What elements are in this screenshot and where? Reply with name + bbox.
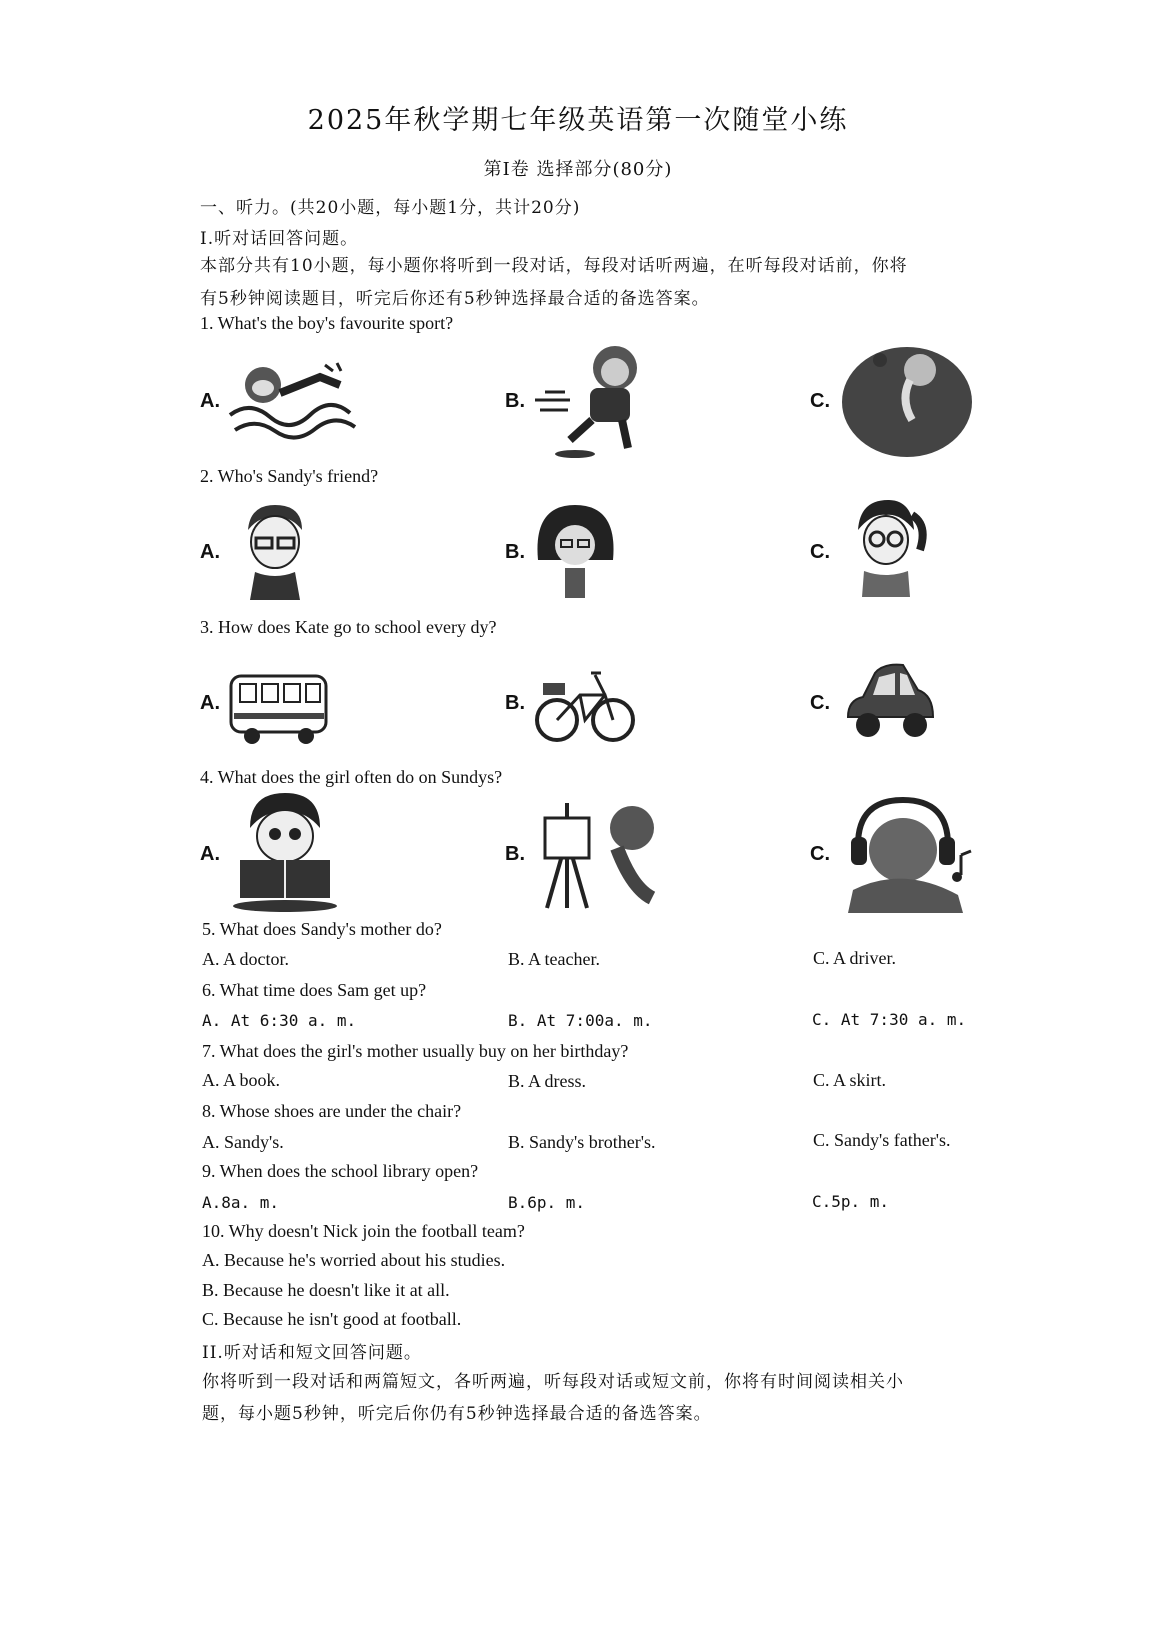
music-icon	[843, 795, 978, 915]
q9-option-a: A.8a. m.	[202, 1193, 280, 1212]
swimming-icon	[225, 355, 365, 445]
q7-option-b: B. A dress.	[508, 1071, 587, 1091]
question-6-text: 6. What time does Sam get up?	[202, 980, 427, 1000]
q2-option-c-label: C.	[810, 541, 830, 563]
bicycle-icon	[535, 655, 635, 750]
part1-title: I.听对话回答问题。	[200, 229, 359, 249]
q9-option-c: C.5p. m.	[812, 1192, 890, 1211]
part2-title: II.听对话和短文回答问题。	[202, 1343, 422, 1363]
q4-option-a-label: A.	[200, 843, 220, 865]
question-10-text: 10. Why doesn't Nick join the football team?	[202, 1221, 525, 1241]
question-4-text: 4. What does the girl often do on Sundys?	[200, 767, 503, 787]
q5-option-b: B. A teacher.	[508, 949, 600, 969]
q6-option-c: C. At 7:30 a. m.	[812, 1010, 967, 1029]
page-title: 2025年秋学期七年级英语第一次随堂小练	[307, 105, 849, 136]
car-icon	[843, 655, 938, 745]
question-9-text: 9. When does the school library open?	[202, 1161, 479, 1181]
question-7-text: 7. What does the girl's mother usually buy on her birthday?	[202, 1041, 629, 1061]
q6-option-b: B. At 7:00a. m.	[508, 1011, 653, 1030]
running-icon	[530, 340, 660, 460]
q5-option-c: C. A driver.	[813, 948, 897, 968]
q1-option-a-label: A.	[200, 390, 220, 412]
q3-option-a-label: A.	[200, 692, 220, 714]
question-5-text: 5. What does Sandy's mother do?	[202, 919, 442, 939]
q4-option-b-label: B.	[505, 843, 525, 865]
q9-option-b: B.6p. m.	[508, 1193, 586, 1212]
question-8-text: 8. Whose shoes are under the chair?	[202, 1101, 462, 1121]
part1-instructions-line1: 本部分共有10小题，每小题你将听到一段对话，每段对话听两遍，在听每段对话前，你将	[200, 256, 908, 276]
question-2-text: 2. Who's Sandy's friend?	[200, 466, 379, 486]
q2-option-a-label: A.	[200, 541, 220, 563]
q10-option-c: C. Because he isn't good at football.	[202, 1309, 462, 1329]
q3-option-c-label: C.	[810, 692, 830, 714]
question-1-text: 1. What's the boy's favourite sport?	[200, 313, 454, 333]
question-3-text: 3. How does Kate go to school every dy?	[200, 617, 497, 637]
part2-instructions-line2: 题，每小题5秒钟，听完后你仍有5秒钟选择最合适的备选答案。	[202, 1404, 712, 1424]
girl-ponytail-glasses-icon	[850, 495, 930, 600]
q3-option-b-label: B.	[505, 692, 525, 714]
part1-instructions-line2: 有5秒钟阅读题目，听完后你还有5秒钟选择最合适的备选答案。	[200, 289, 710, 309]
q8-option-a: A. Sandy's.	[202, 1132, 284, 1152]
part2-instructions-line1: 你将听到一段对话和两篇短文，各听两遍，听每段对话或短文前，你将有时间阅读相关小	[202, 1372, 904, 1392]
q4-option-c-label: C.	[810, 843, 830, 865]
q5-option-a: A. A doctor.	[202, 949, 290, 969]
q1-option-b-label: B.	[505, 390, 525, 412]
q10-option-b: B. Because he doesn't like it at all.	[202, 1280, 450, 1300]
q8-option-c: C. Sandy's father's.	[813, 1130, 951, 1150]
bus-icon	[226, 668, 331, 748]
q8-option-b: B. Sandy's brother's.	[508, 1132, 656, 1152]
q2-option-b-label: B.	[505, 541, 525, 563]
q7-option-c: C. A skirt.	[813, 1070, 887, 1090]
q10-option-a: A. Because he's worried about his studies.	[202, 1250, 506, 1270]
boy-with-glasses-icon	[240, 500, 310, 600]
q6-option-a: A. At 6:30 a. m.	[202, 1011, 357, 1030]
q1-option-c-label: C.	[810, 390, 830, 412]
listening-heading: 一、听力。(共20小题，每小题1分，共计20分)	[200, 198, 581, 218]
painting-icon	[537, 798, 667, 913]
girl-long-hair-icon	[533, 500, 618, 600]
reading-icon	[230, 788, 340, 913]
table-tennis-icon	[840, 340, 975, 460]
q7-option-a: A. A book.	[202, 1070, 281, 1090]
section-subtitle: 第Ⅰ卷 选择部分(80分)	[483, 159, 673, 180]
